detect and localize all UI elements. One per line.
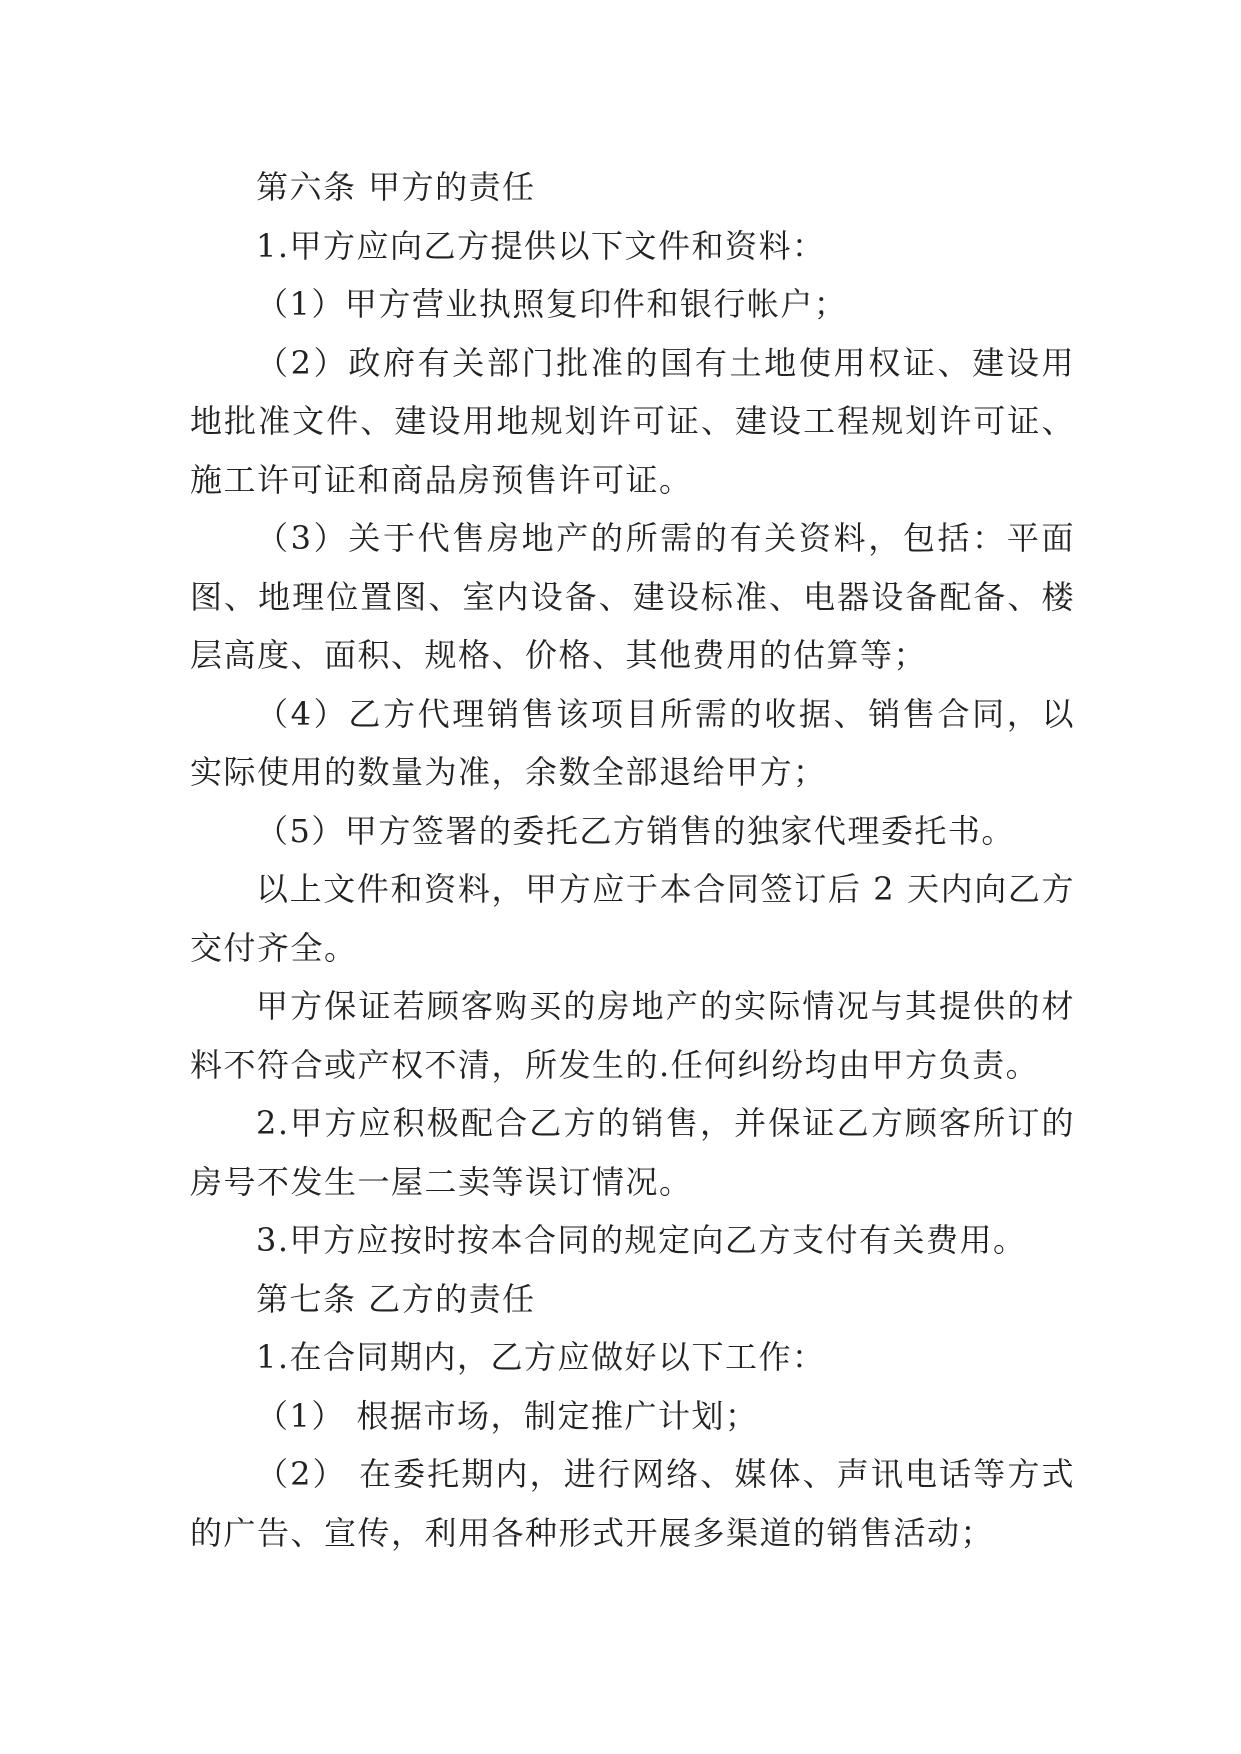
paragraph-b-item-2: （2） 在委托期内，进行网络、媒体、声讯电话等方式的广告、宣传，利用各种形式开展多渠道的销售活动； <box>190 1455 1075 1552</box>
paragraph-guarantee: 甲方保证若顾客购买的房地产的实际情况与其提供的材料不符合或产权不清，所发生的.任何纠纷均由甲方负责。 <box>190 987 1075 1084</box>
paragraph-party-a-docs: 1.甲方应向乙方提供以下文件和资料： <box>256 226 826 265</box>
paragraph-payment: 3.甲方应按时按本合同的规定向乙方支付有关费用。 <box>256 1221 1027 1259</box>
paragraph-delivery: 以上文件和资料，甲方应于本合同签订后 2 天内向乙方交付齐全。 <box>190 870 1075 967</box>
article-seven-heading: 第七条 乙方的责任 <box>256 1279 536 1318</box>
paragraph-party-b-work: 1.在合同期内，乙方应做好以下工作： <box>256 1338 826 1376</box>
paragraph-b-item-1: （1） 根据市场，制定推广计划； <box>256 1396 759 1435</box>
document-body <box>190 158 1075 1562</box>
paragraph-item-4: （4）乙方代理销售该项目所需的收据、销售合同，以实际使用的数量为准，余数全部退给甲方； <box>190 694 1075 791</box>
paragraph-item-3: （3）关于代售房地产的所需的有关资料，包括：平面图、地理位置图、室内设备、建设标准、电器设备配备、楼层高度、面积、规格、价格、其他费用的估算等； <box>190 519 1075 674</box>
article-six-heading: 第六条 甲方的责任 <box>256 168 536 206</box>
paragraph-cooperate: 2.甲方应积极配合乙方的销售，并保证乙方顾客所订的房号不发生一屋二卖等误订情况。 <box>190 1104 1075 1201</box>
paragraph-item-1: （1）甲方营业执照复印件和银行帐户； <box>256 285 848 323</box>
paragraph-item-5: （5）甲方签署的委托乙方销售的独家代理委托书。 <box>256 811 1015 850</box>
paragraph-item-2: （2）政府有关部门批准的国有土地使用权证、建设用地批准文件、建设用地规划许可证、建设工程规划许可证、施工许可证和商品房预售许可证。 <box>190 343 1075 499</box>
